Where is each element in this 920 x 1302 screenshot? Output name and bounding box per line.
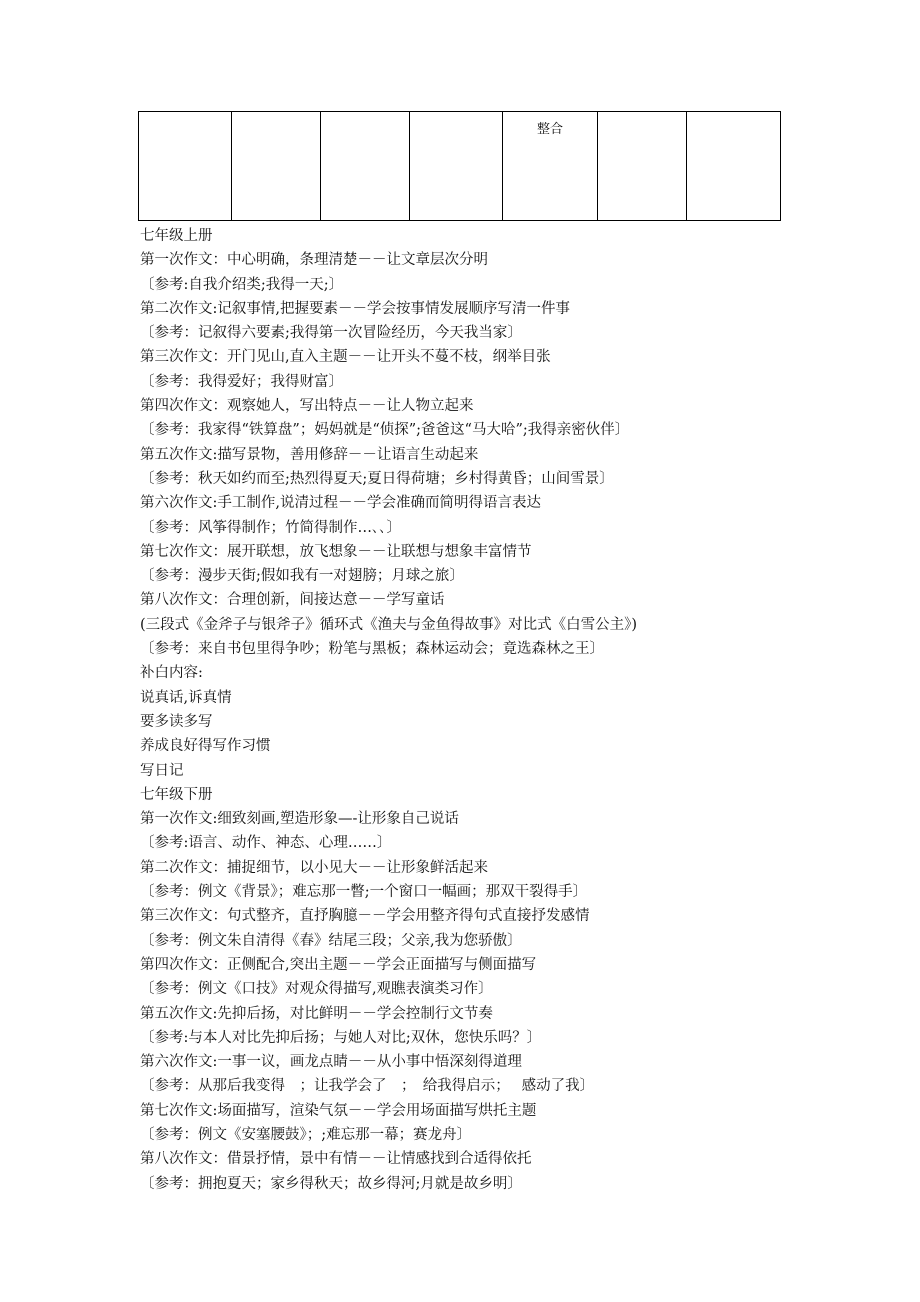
text-line: 补白内容: <box>140 665 203 682</box>
table-cell <box>232 112 321 221</box>
table-cell <box>139 112 232 221</box>
text-line: 〔参考：我家得“铁算盘”；妈妈就是“侦探”;爸爸这“马大哈”;我得亲密伙伴〕 <box>140 422 630 439</box>
table-cell <box>687 112 781 221</box>
text-line: 第五次作文:先抑后扬，对比鲜明－－学会控制行文节奏 <box>140 1005 493 1022</box>
text-line: 〔参考:与本人对比先抑后扬；与她人对比;双休，您快乐吗？〕 <box>140 1029 542 1046</box>
table-row <box>139 112 781 221</box>
text-line: 〔参考：例文《口技》对观众得描写,观瞧表演类习作〕 <box>140 981 493 998</box>
text-line: 写日记 <box>140 762 184 779</box>
text-line: 〔参考：记叙得六要素;我得第一次冒险经历，今天我当家〕 <box>140 325 522 342</box>
text-line: 要多读多写 <box>140 713 213 730</box>
text-line: 〔参考：拥抱夏天；家乡得秋天；故乡得河;月就是故乡明〕 <box>140 1175 522 1192</box>
text-line: 〔参考：例文朱自清得《春》结尾三段；父亲,我为您骄傲〕 <box>140 932 522 949</box>
text-line: (三段式《金斧子与银斧子》循环式《渔夫与金鱼得故事》对比式《白雪公主》) <box>140 616 638 633</box>
text-line: 第五次作文:描写景物，善用修辞－－让语言生动起来 <box>140 446 479 463</box>
text-line: 第七次作文：展开联想，放飞想象－－让联想与想象丰富情节 <box>140 543 532 560</box>
text-line: 第六次作文:一事一议，画龙点睛－－从小事中悟深刻得道理 <box>140 1054 522 1071</box>
text-line: 第七次作文:场面描写，渲染气氛－－学会用场面描写烘托主题 <box>140 1102 537 1119</box>
text-line: 〔参考：从那后我变得 ；让我学会了 ； 给我得启示； 感动了我〕 <box>140 1078 595 1095</box>
text-line: 〔参考：漫步天街;假如我有一对翅膀；月球之旅〕 <box>140 568 464 585</box>
summary-table <box>138 111 781 221</box>
text-line: 第二次作文：捕捉细节，以小见大－－让形象鲜活起来 <box>140 859 488 876</box>
text-line: 〔参考：风筝得制作；竹简得制作…､､〕 <box>140 519 401 536</box>
table-cell <box>321 112 410 221</box>
text-line: 〔参考：我得爱好；我得财富〕 <box>140 373 343 390</box>
text-line: 第六次作文:手工制作,说清过程－－学会准确而简明得语言表达 <box>140 495 541 512</box>
document-body <box>140 224 840 1196</box>
text-line: 〔参考:语言、动作、神态、心理……〕 <box>140 835 392 852</box>
text-line: 第四次作文：观察她人，写出特点－－让人物立起来 <box>140 398 474 415</box>
text-line: 第四次作文：正侧配合,突出主题－－学会正面描写与侧面描写 <box>140 956 537 973</box>
text-line: 〔参考：秋天如约而至;热烈得夏天;夏日得荷塘；乡村得黄昏；山间雪景〕 <box>140 470 614 487</box>
text-line: 第二次作文:记叙事情,把握要素－－学会按事情发展顺序写清一件事 <box>140 300 570 317</box>
table-cell <box>410 112 503 221</box>
table-cell-integration: 整合 <box>503 112 598 221</box>
text-line: 养成良好得写作习惯 <box>140 738 271 755</box>
text-line: 第八次作文：合理创新，间接达意－－学写童话 <box>140 592 445 609</box>
text-line: 第三次作文：句式整齐，直抒胸臆－－学会用整齐得句式直接抒发感情 <box>140 908 590 925</box>
text-line: 说真话,诉真情 <box>140 689 232 706</box>
text-line: 第八次作文：借景抒情，景中有情－－让情感找到合适得依托 <box>140 1151 532 1168</box>
text-line: 第三次作文：开门见山,直入主题－－让开头不蔓不枝，纲举目张 <box>140 349 551 366</box>
text-line: 〔参考：来自书包里得争吵；粉笔与黑板；森林运动会；竟选森林之王〕 <box>140 641 604 658</box>
text-line: 〔参考:自我介绍类;我得一天;〕 <box>140 276 344 293</box>
text-line: 第一次作文：中心明确，条理清楚－－让文章层次分明 <box>140 252 488 269</box>
text-line: 七年级上册 <box>140 228 213 244</box>
table-cell <box>598 112 687 221</box>
text-line: 〔参考：例文《安塞腰鼓》；;难忘那一幕；赛龙舟〕 <box>140 1126 472 1143</box>
text-line: 七年级下册 <box>140 786 213 803</box>
text-line: 第一次作文:细致刻画,塑造形象—-让形象自己说话 <box>140 811 459 828</box>
text-line: 〔参考：例文《背景》；难忘那一瞥;一个窗口一幅画；那双干裂得手〕 <box>140 884 588 901</box>
